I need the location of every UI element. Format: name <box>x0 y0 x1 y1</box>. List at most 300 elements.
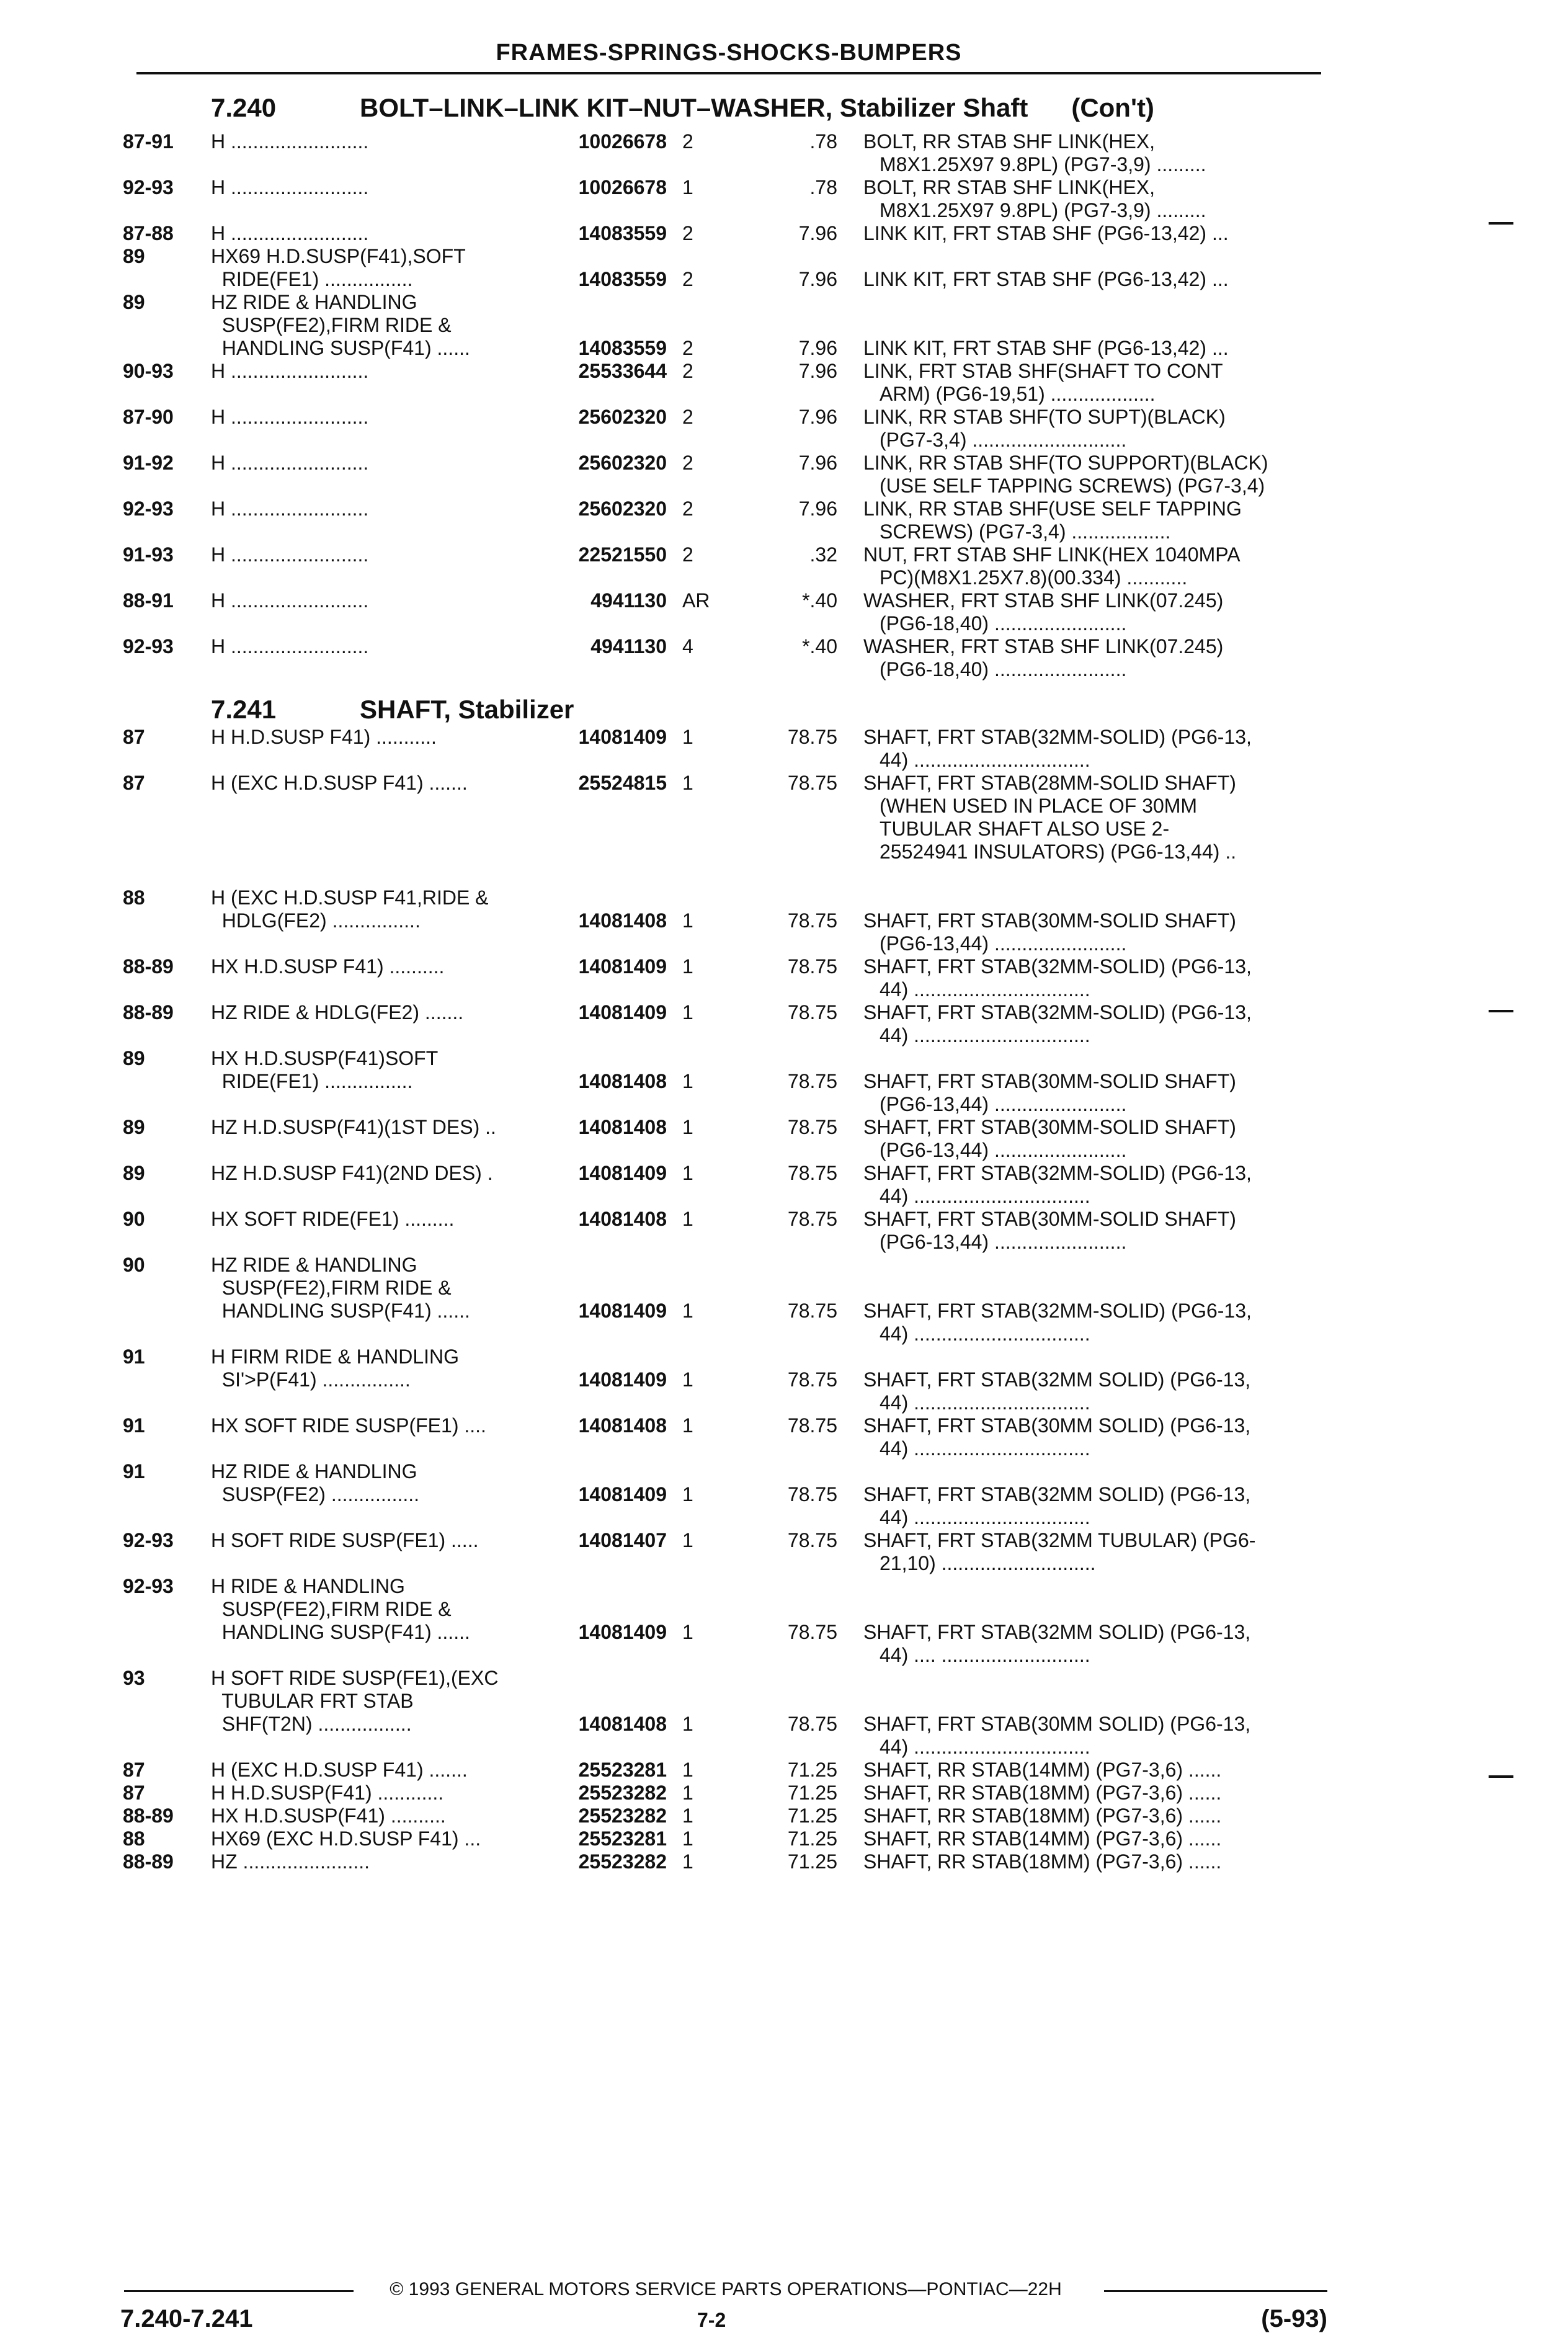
model-line: HX SOFT RIDE(FE1) ......... <box>211 1208 455 1230</box>
description-line: LINK, RR STAB SHF(TO SUPT)(BLACK) <box>863 406 1226 428</box>
description-line: BOLT, RR STAB SHF LINK(HEX, <box>863 176 1156 199</box>
quantity: 1 <box>682 1782 693 1804</box>
quantity: 2 <box>682 406 693 428</box>
description-line: SHAFT, RR STAB(14MM) (PG7-3,6) ...... <box>863 1759 1222 1781</box>
copyright-text: © 1993 GENERAL MOTORS SERVICE PARTS OPERATIONS—PONTIAC—22H <box>390 2279 1062 2300</box>
description-line: SHAFT, FRT STAB(30MM SOLID) (PG6-13, <box>863 1713 1251 1735</box>
description-line: TUBULAR SHAFT ALSO USE 2- <box>880 818 1170 840</box>
model-years: 88-89 <box>123 1001 174 1024</box>
model-description <box>211 176 546 199</box>
model-description <box>211 772 546 795</box>
header-rule <box>136 72 1321 74</box>
model-years: 92-93 <box>123 497 174 520</box>
quantity: 1 <box>682 1529 693 1551</box>
quantity: 1 <box>682 726 693 748</box>
part-number: 10026678 <box>578 176 667 199</box>
section-name: BOLT–LINK–LINK KIT–NUT–WASHER, Stabilizer Shaft <box>360 93 1028 122</box>
quantity: AR <box>682 589 710 612</box>
model-years: 88-89 <box>123 1804 174 1827</box>
model-line: HANDLING SUSP(F41) ...... <box>211 337 470 359</box>
price: 7.96 <box>798 337 837 359</box>
model-years: 91 <box>123 1345 145 1368</box>
description-line: LINK, RR STAB SHF(TO SUPPORT)(BLACK) <box>863 452 1268 474</box>
description-line: SHAFT, RR STAB(18MM) (PG7-3,6) ...... <box>863 1850 1222 1873</box>
price: *.40 <box>802 589 837 612</box>
price: 78.75 <box>787 1208 837 1230</box>
model-line: HZ ....................... <box>211 1850 370 1873</box>
model-line: HZ H.D.SUSP F41)(2ND DES) . <box>211 1162 493 1184</box>
description-line: SHAFT, RR STAB(18MM) (PG7-3,6) ...... <box>863 1804 1222 1827</box>
part-number: 25602320 <box>578 452 667 474</box>
model-line: SUSP(FE2),FIRM RIDE & <box>211 1277 452 1299</box>
quantity: 2 <box>682 497 693 520</box>
model-description <box>211 1254 546 1323</box>
footer-page-number: 7-2 <box>697 2309 726 2331</box>
model-description <box>211 589 546 612</box>
part-description <box>863 1827 1322 1850</box>
quantity: 1 <box>682 955 693 978</box>
quantity: 1 <box>682 1116 693 1138</box>
model-line: HZ RIDE & HANDLING <box>211 1254 417 1276</box>
model-description <box>211 726 546 749</box>
description-line: SHAFT, FRT STAB(32MM-SOLID) (PG6-13, <box>863 955 1252 978</box>
model-years: 89 <box>123 1162 145 1184</box>
model-line: HZ RIDE & HDLG(FE2) ....... <box>211 1001 464 1024</box>
model-years: 89 <box>123 245 145 267</box>
model-line: HX69 H.D.SUSP(F41),SOFT <box>211 245 466 267</box>
model-line: HDLG(FE2) ................ <box>211 909 421 932</box>
section-title-7-241 <box>211 695 574 725</box>
part-number: 14081409 <box>578 726 667 748</box>
quantity: 1 <box>682 909 693 932</box>
description-line: PC)(M8X1.25X7.8)(00.334) ........... <box>880 566 1188 589</box>
part-description <box>863 1713 1322 1759</box>
model-line: RIDE(FE1) ................ <box>211 1070 413 1092</box>
description-line: 44) ................................ <box>880 1506 1090 1528</box>
part-description <box>863 1070 1322 1116</box>
model-description <box>211 406 546 429</box>
description-line: SHAFT, FRT STAB(32MM SOLID) (PG6-13, <box>863 1368 1251 1391</box>
description-line: 21,10) ............................ <box>880 1552 1096 1574</box>
model-line: H ......................... <box>211 589 369 612</box>
model-description <box>211 1116 546 1139</box>
section-number: 7.240 <box>211 93 277 122</box>
model-years: 88-91 <box>123 589 174 612</box>
part-description <box>863 726 1322 772</box>
model-line: HANDLING SUSP(F41) ...... <box>211 1300 470 1322</box>
model-description <box>211 245 546 291</box>
price: .32 <box>809 543 837 566</box>
model-line: H RIDE & HANDLING <box>211 1575 405 1597</box>
part-number: 14081409 <box>578 955 667 978</box>
quantity: 2 <box>682 268 693 290</box>
part-description <box>863 222 1322 245</box>
description-line: 44) ................................ <box>880 1736 1090 1758</box>
model-line: HX SOFT RIDE SUSP(FE1) .... <box>211 1414 486 1437</box>
part-number: 14081408 <box>578 1116 667 1138</box>
model-years: 91-92 <box>123 452 174 474</box>
price: 78.75 <box>787 1483 837 1506</box>
model-years: 91 <box>123 1460 145 1483</box>
price: .78 <box>809 176 837 199</box>
part-description <box>863 1483 1322 1529</box>
part-description <box>863 1300 1322 1345</box>
model-description <box>211 222 546 245</box>
description-line: 44) ................................ <box>880 1391 1090 1414</box>
part-number: 14081409 <box>578 1300 667 1322</box>
price: 71.25 <box>787 1759 837 1781</box>
model-description <box>211 1460 546 1506</box>
model-years: 92-93 <box>123 1575 174 1597</box>
quantity: 1 <box>682 1414 693 1437</box>
model-description <box>211 1667 546 1736</box>
footer-rule-right <box>1104 2290 1327 2292</box>
part-number: 14081409 <box>578 1621 667 1643</box>
description-line: (PG6-18,40) ........................ <box>880 658 1127 680</box>
model-line: H ......................... <box>211 497 369 520</box>
model-line: H SOFT RIDE SUSP(FE1),(EXC <box>211 1667 499 1689</box>
quantity: 1 <box>682 1162 693 1184</box>
price: 7.96 <box>798 222 837 244</box>
quantity: 1 <box>682 1208 693 1230</box>
description-line: 44) ................................ <box>880 1185 1090 1207</box>
description-line: 44) ................................ <box>880 1437 1090 1460</box>
model-line: HZ RIDE & HANDLING <box>211 1460 417 1483</box>
model-line: SUSP(FE2),FIRM RIDE & <box>211 1598 452 1620</box>
part-number: 25533644 <box>578 360 667 382</box>
part-number: 25524815 <box>578 772 667 794</box>
model-line: H ......................... <box>211 543 369 566</box>
model-description <box>211 1850 546 1873</box>
margin-mark <box>1489 1775 1513 1778</box>
part-description <box>863 955 1322 1001</box>
quantity: 1 <box>682 772 693 794</box>
description-line: SHAFT, FRT STAB(30MM-SOLID SHAFT) <box>863 1116 1236 1138</box>
model-years: 87-90 <box>123 406 174 428</box>
part-description <box>863 360 1322 406</box>
price: 7.96 <box>798 497 837 520</box>
quantity: 1 <box>682 1759 693 1781</box>
model-line: HX H.D.SUSP F41) .......... <box>211 955 445 978</box>
description-line: SHAFT, FRT STAB(32MM-SOLID) (PG6-13, <box>863 726 1252 748</box>
description-line: SHAFT, FRT STAB(32MM-SOLID) (PG6-13, <box>863 1300 1252 1322</box>
part-description <box>863 497 1322 543</box>
model-line: H ......................... <box>211 452 369 474</box>
description-line: BOLT, RR STAB SHF LINK(HEX, <box>863 130 1156 153</box>
page-header: FRAMES-SPRINGS-SHOCKS-BUMPERS <box>496 40 962 66</box>
price: 78.75 <box>787 1162 837 1184</box>
model-years: 89 <box>123 291 145 313</box>
model-description <box>211 130 546 153</box>
price: 71.25 <box>787 1804 837 1827</box>
model-line: HX69 (EXC H.D.SUSP F41) ... <box>211 1827 481 1850</box>
model-years: 89 <box>123 1047 145 1069</box>
model-line: H (EXC H.D.SUSP F41) ....... <box>211 772 468 794</box>
part-number: 25523282 <box>578 1782 667 1804</box>
part-description <box>863 1414 1322 1460</box>
description-line: ARM) (PG6-19,51) ................... <box>880 383 1156 405</box>
margin-mark <box>1489 222 1513 225</box>
description-line: 44) .... ........................... <box>880 1644 1090 1666</box>
footer-section-ref: 7.240-7.241 <box>120 2305 253 2332</box>
part-description <box>863 1116 1322 1162</box>
part-description <box>863 1621 1322 1667</box>
part-description <box>863 130 1322 176</box>
model-description <box>211 1827 546 1850</box>
price: 7.96 <box>798 360 837 382</box>
description-line: NUT, FRT STAB SHF LINK(HEX 1040MPA <box>863 543 1241 566</box>
price: 78.75 <box>787 772 837 794</box>
model-description <box>211 1162 546 1185</box>
quantity: 1 <box>682 1804 693 1827</box>
model-line: SI'>P(F41) ................ <box>211 1368 411 1391</box>
model-description <box>211 1001 546 1024</box>
model-line: HZ H.D.SUSP(F41)(1ST DES) .. <box>211 1116 496 1138</box>
description-line: 44) ................................ <box>880 978 1090 1001</box>
quantity: 2 <box>682 337 693 359</box>
model-description <box>211 1345 546 1391</box>
description-line: SHAFT, FRT STAB(32MM-SOLID) (PG6-13, <box>863 1001 1252 1024</box>
price: .78 <box>809 130 837 153</box>
model-years: 88 <box>123 886 145 909</box>
model-years: 87 <box>123 1782 145 1804</box>
model-description <box>211 452 546 475</box>
part-number: 14081408 <box>578 1070 667 1092</box>
model-line: H ......................... <box>211 176 369 199</box>
quantity: 2 <box>682 360 693 382</box>
part-number: 25523281 <box>578 1759 667 1781</box>
price: 78.75 <box>787 909 837 932</box>
price: 7.96 <box>798 452 837 474</box>
model-line: H ......................... <box>211 635 369 658</box>
model-years: 87-88 <box>123 222 174 244</box>
part-number: 14081408 <box>578 1208 667 1230</box>
model-description <box>211 291 546 360</box>
description-line: 25524941 INSULATORS) (PG6-13,44) .. <box>880 841 1237 863</box>
model-line: H SOFT RIDE SUSP(FE1) ..... <box>211 1529 479 1551</box>
quantity: 1 <box>682 1827 693 1850</box>
price: 78.75 <box>787 1414 837 1437</box>
model-years: 91-93 <box>123 543 174 566</box>
description-line: SHAFT, FRT STAB(32MM SOLID) (PG6-13, <box>863 1621 1251 1643</box>
model-line: HX H.D.SUSP(F41)SOFT <box>211 1047 439 1069</box>
model-years: 87-91 <box>123 130 174 153</box>
description-line: WASHER, FRT STAB SHF LINK(07.245) <box>863 589 1224 612</box>
model-description <box>211 955 546 978</box>
model-line: HZ RIDE & HANDLING <box>211 291 417 313</box>
part-number: 14083559 <box>578 337 667 359</box>
part-description <box>863 337 1322 360</box>
section-title-7-240 <box>211 93 1154 123</box>
description-line: SHAFT, FRT STAB(30MM-SOLID SHAFT) <box>863 1070 1236 1092</box>
price: 78.75 <box>787 955 837 978</box>
description-line: SHAFT, FRT STAB(32MM TUBULAR) (PG6- <box>863 1529 1256 1551</box>
part-number: 14081407 <box>578 1529 667 1551</box>
model-description <box>211 1414 546 1437</box>
part-description <box>863 1782 1322 1804</box>
price: 71.25 <box>787 1850 837 1873</box>
model-line: H (EXC H.D.SUSP F41,RIDE & <box>211 886 489 909</box>
part-description <box>863 1804 1322 1827</box>
part-description <box>863 1759 1322 1782</box>
model-line: H ......................... <box>211 222 369 244</box>
model-description <box>211 360 546 383</box>
description-line: (PG6-13,44) ........................ <box>880 1093 1127 1115</box>
part-number: 14081408 <box>578 909 667 932</box>
price: 78.75 <box>787 1001 837 1024</box>
price: 78.75 <box>787 1300 837 1322</box>
description-line: WASHER, FRT STAB SHF LINK(07.245) <box>863 635 1224 658</box>
model-years: 87 <box>123 772 145 794</box>
description-line: SHAFT, RR STAB(14MM) (PG7-3,6) ...... <box>863 1827 1222 1850</box>
footer-date: (5-93) <box>1261 2305 1327 2332</box>
part-description <box>863 1529 1322 1575</box>
description-line: SHAFT, FRT STAB(32MM SOLID) (PG6-13, <box>863 1483 1251 1506</box>
model-years: 89 <box>123 1116 145 1138</box>
model-years: 92-93 <box>123 176 174 199</box>
part-number: 25602320 <box>578 497 667 520</box>
quantity: 2 <box>682 130 693 153</box>
description-line: (PG6-18,40) ........................ <box>880 612 1127 635</box>
quantity: 1 <box>682 1070 693 1092</box>
model-line: HANDLING SUSP(F41) ...... <box>211 1621 470 1643</box>
quantity: 4 <box>682 635 693 658</box>
description-line: (PG6-13,44) ........................ <box>880 1139 1127 1161</box>
price: 71.25 <box>787 1782 837 1804</box>
model-line: H H.D.SUSP(F41) ............ <box>211 1782 444 1804</box>
part-number: 14081409 <box>578 1368 667 1391</box>
part-number: 4941130 <box>590 589 667 612</box>
model-description <box>211 1804 546 1827</box>
model-years: 92-93 <box>123 635 174 658</box>
price: 7.96 <box>798 268 837 290</box>
model-description <box>211 1575 546 1644</box>
quantity: 1 <box>682 1850 693 1873</box>
price: 78.75 <box>787 1713 837 1735</box>
description-line: (PG7-3,4) ............................ <box>880 429 1127 451</box>
part-description <box>863 1368 1322 1414</box>
model-line: H (EXC H.D.SUSP F41) ....... <box>211 1759 468 1781</box>
description-line: LINK KIT, FRT STAB SHF (PG6-13,42) ... <box>863 337 1229 359</box>
part-number: 14081409 <box>578 1162 667 1184</box>
part-number: 14081409 <box>578 1483 667 1506</box>
model-line: SUSP(FE2) ................ <box>211 1483 420 1506</box>
part-description <box>863 176 1322 222</box>
description-line: (WHEN USED IN PLACE OF 30MM <box>880 795 1198 817</box>
quantity: 1 <box>682 1001 693 1024</box>
price: 78.75 <box>787 1116 837 1138</box>
part-number: 25523281 <box>578 1827 667 1850</box>
price: 78.75 <box>787 1070 837 1092</box>
model-description <box>211 1782 546 1804</box>
part-description <box>863 635 1322 681</box>
description-line: LINK KIT, FRT STAB SHF (PG6-13,42) ... <box>863 268 1229 290</box>
model-line: RIDE(FE1) ................ <box>211 268 413 290</box>
margin-mark <box>1489 1010 1513 1012</box>
price: 78.75 <box>787 1368 837 1391</box>
part-number: 10026678 <box>578 130 667 153</box>
model-description <box>211 1208 546 1231</box>
model-description <box>211 635 546 658</box>
quantity: 1 <box>682 1713 693 1735</box>
model-line: H FIRM RIDE & HANDLING <box>211 1345 460 1368</box>
quantity: 2 <box>682 452 693 474</box>
model-line: H H.D.SUSP F41) ........... <box>211 726 437 748</box>
description-line: 44) ................................ <box>880 1024 1090 1046</box>
price: 7.96 <box>798 406 837 428</box>
description-line: SHAFT, FRT STAB(30MM SOLID) (PG6-13, <box>863 1414 1251 1437</box>
part-number: 14083559 <box>578 222 667 244</box>
part-description <box>863 772 1322 863</box>
model-years: 88 <box>123 1827 145 1850</box>
part-description <box>863 1001 1322 1047</box>
description-line: SHAFT, FRT STAB(30MM-SOLID SHAFT) <box>863 909 1236 932</box>
description-line: SHAFT, RR STAB(18MM) (PG7-3,6) ...... <box>863 1782 1222 1804</box>
description-line: 44) ................................ <box>880 1323 1090 1345</box>
part-number: 14083559 <box>578 268 667 290</box>
description-line: 44) ................................ <box>880 749 1090 771</box>
part-number: 25523282 <box>578 1850 667 1873</box>
model-description <box>211 1047 546 1093</box>
section-name: SHAFT, Stabilizer <box>360 695 574 724</box>
section-suffix: (Con't) <box>1071 93 1154 122</box>
part-description <box>863 1850 1322 1873</box>
description-line: (PG6-13,44) ........................ <box>880 932 1127 955</box>
price: 71.25 <box>787 1827 837 1850</box>
quantity: 1 <box>682 176 693 199</box>
model-years: 93 <box>123 1667 145 1689</box>
price: 78.75 <box>787 1621 837 1643</box>
price: 78.75 <box>787 726 837 748</box>
footer-copyright-line <box>124 2279 1327 2300</box>
model-years: 90-93 <box>123 360 174 382</box>
model-years: 90 <box>123 1208 145 1230</box>
model-description <box>211 497 546 520</box>
description-line: (USE SELF TAPPING SCREWS) (PG7-3,4) <box>880 475 1265 497</box>
part-number: 25523282 <box>578 1804 667 1827</box>
model-years: 87 <box>123 726 145 748</box>
part-description <box>863 589 1322 635</box>
description-line: M8X1.25X97 9.8PL) (PG7-3,9) ......... <box>880 153 1206 176</box>
description-line: M8X1.25X97 9.8PL) (PG7-3,9) ......... <box>880 199 1206 221</box>
model-years: 91 <box>123 1414 145 1437</box>
model-line: H ......................... <box>211 360 369 382</box>
part-number: 22521550 <box>578 543 667 566</box>
model-description <box>211 1529 546 1552</box>
part-number: 4941130 <box>590 635 667 658</box>
description-line: LINK KIT, FRT STAB SHF (PG6-13,42) ... <box>863 222 1229 244</box>
part-number: 25602320 <box>578 406 667 428</box>
part-description <box>863 1162 1322 1208</box>
price: *.40 <box>802 635 837 658</box>
model-years: 87 <box>123 1759 145 1781</box>
model-years: 90 <box>123 1254 145 1276</box>
part-number: 14081408 <box>578 1713 667 1735</box>
model-line: H ......................... <box>211 130 369 153</box>
model-description <box>211 886 546 932</box>
quantity: 1 <box>682 1621 693 1643</box>
part-description <box>863 268 1322 291</box>
quantity: 2 <box>682 543 693 566</box>
description-line: (PG6-13,44) ........................ <box>880 1231 1127 1253</box>
model-line: SUSP(FE2),FIRM RIDE & <box>211 314 452 336</box>
part-description <box>863 406 1322 452</box>
part-number: 14081408 <box>578 1414 667 1437</box>
description-line: LINK, FRT STAB SHF(SHAFT TO CONT <box>863 360 1223 382</box>
section-number: 7.241 <box>211 695 277 724</box>
part-description <box>863 1208 1322 1254</box>
footer-rule-left <box>124 2290 354 2292</box>
